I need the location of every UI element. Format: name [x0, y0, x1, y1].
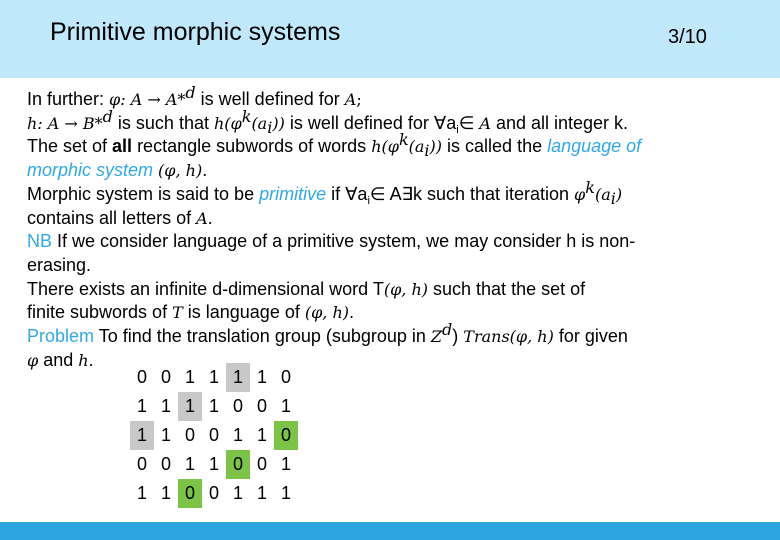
text-line-4: morphic system (φ, h). [27, 160, 208, 181]
page-number: 3/10 [668, 26, 707, 48]
grid-cell: 1 [184, 367, 195, 387]
grid-cell: 1 [232, 483, 243, 503]
grid-row [130, 421, 298, 450]
text-line-1: In further: φ: A → A*$^d$ is well defined for A; [27, 83, 362, 109]
binary-grid [130, 363, 298, 508]
grid-row [130, 363, 298, 392]
term-primitive: primitive [259, 183, 327, 204]
term-language: language [547, 136, 622, 157]
grid-cell: 0 [208, 425, 219, 445]
grid-cell: 0 [226, 450, 250, 479]
grid-cell: 0 [184, 425, 195, 445]
grid-cell: 0 [280, 367, 291, 387]
slide-header [0, 0, 780, 78]
grid-cell: 0 [256, 454, 267, 474]
text-line-8: erasing. [27, 254, 92, 275]
text-line-2: h: A → B*$^d$ is such that $h(\varphi^k(a_i))$ is well defined for $\forall a_i\in$ A and all integer k. [27, 106, 629, 137]
grid-cell: 1 [208, 396, 219, 416]
grid-cell: 1 [280, 454, 291, 474]
text-line-12: φ and h. [27, 349, 94, 370]
grid-cell: 0 [274, 421, 298, 450]
grid-cell: 1 [136, 396, 147, 416]
slide-body [27, 83, 747, 372]
grid-cell: 1 [184, 454, 195, 474]
text-line-5: Morphic system is said to be primitive if $\forall a_i\in$ A∃k such that iteration $\varphi^k(a_i)$ [27, 177, 623, 208]
text-line-3: The set of all rectangle subwords of words $h(\varphi^k(a_i))$ is called the language of [27, 130, 642, 161]
grid-cell: 0 [208, 483, 219, 503]
grid-cell: 1 [226, 363, 250, 392]
grid-cell: 1 [280, 483, 291, 503]
grid-cell: 1 [160, 483, 171, 503]
grid-cell: 0 [256, 396, 267, 416]
text-line-9: There exists an infinite d-dimensional word T(φ, h) such that the set of [27, 278, 586, 299]
grid-cell: 0 [232, 396, 243, 416]
grid-cell: 0 [136, 454, 147, 474]
grid-cell: 1 [208, 454, 219, 474]
grid-cell: 0 [160, 367, 171, 387]
text-line-6: contains all letters of A. [27, 207, 213, 228]
grid-cell: 1 [160, 396, 171, 416]
grid-cell: 1 [280, 396, 291, 416]
grid-cell: 1 [130, 421, 154, 450]
grid-cell: 1 [178, 392, 202, 421]
grid-cell: 1 [160, 425, 171, 445]
grid-cell: 1 [232, 425, 243, 445]
grid-cell: 1 [256, 425, 267, 445]
grid-row [130, 450, 298, 479]
grid-cell: 0 [160, 454, 171, 474]
grid-cell: 1 [208, 367, 219, 387]
slide-title: Primitive morphic systems [50, 18, 341, 46]
grid-row [130, 392, 298, 421]
grid-cell: 1 [256, 367, 267, 387]
nb-label: NB [27, 231, 53, 252]
slide-footer-bar [0, 522, 780, 540]
grid-row [130, 479, 298, 508]
text-line-11: Problem To find the translation group (subgroup in $Z^d$) Trans(φ, h) for given [27, 320, 628, 347]
grid-cell: 0 [178, 479, 202, 508]
problem-label: Problem [27, 326, 95, 347]
grid-cell: 1 [256, 483, 267, 503]
text-line-10: finite subwords of T is language of (φ, h). [27, 302, 355, 323]
grid-cell: 0 [136, 367, 147, 387]
grid-cell: 1 [136, 483, 147, 503]
text-line-7: NB If we consider language of a primitive system, we may consider h is non- [27, 231, 636, 252]
